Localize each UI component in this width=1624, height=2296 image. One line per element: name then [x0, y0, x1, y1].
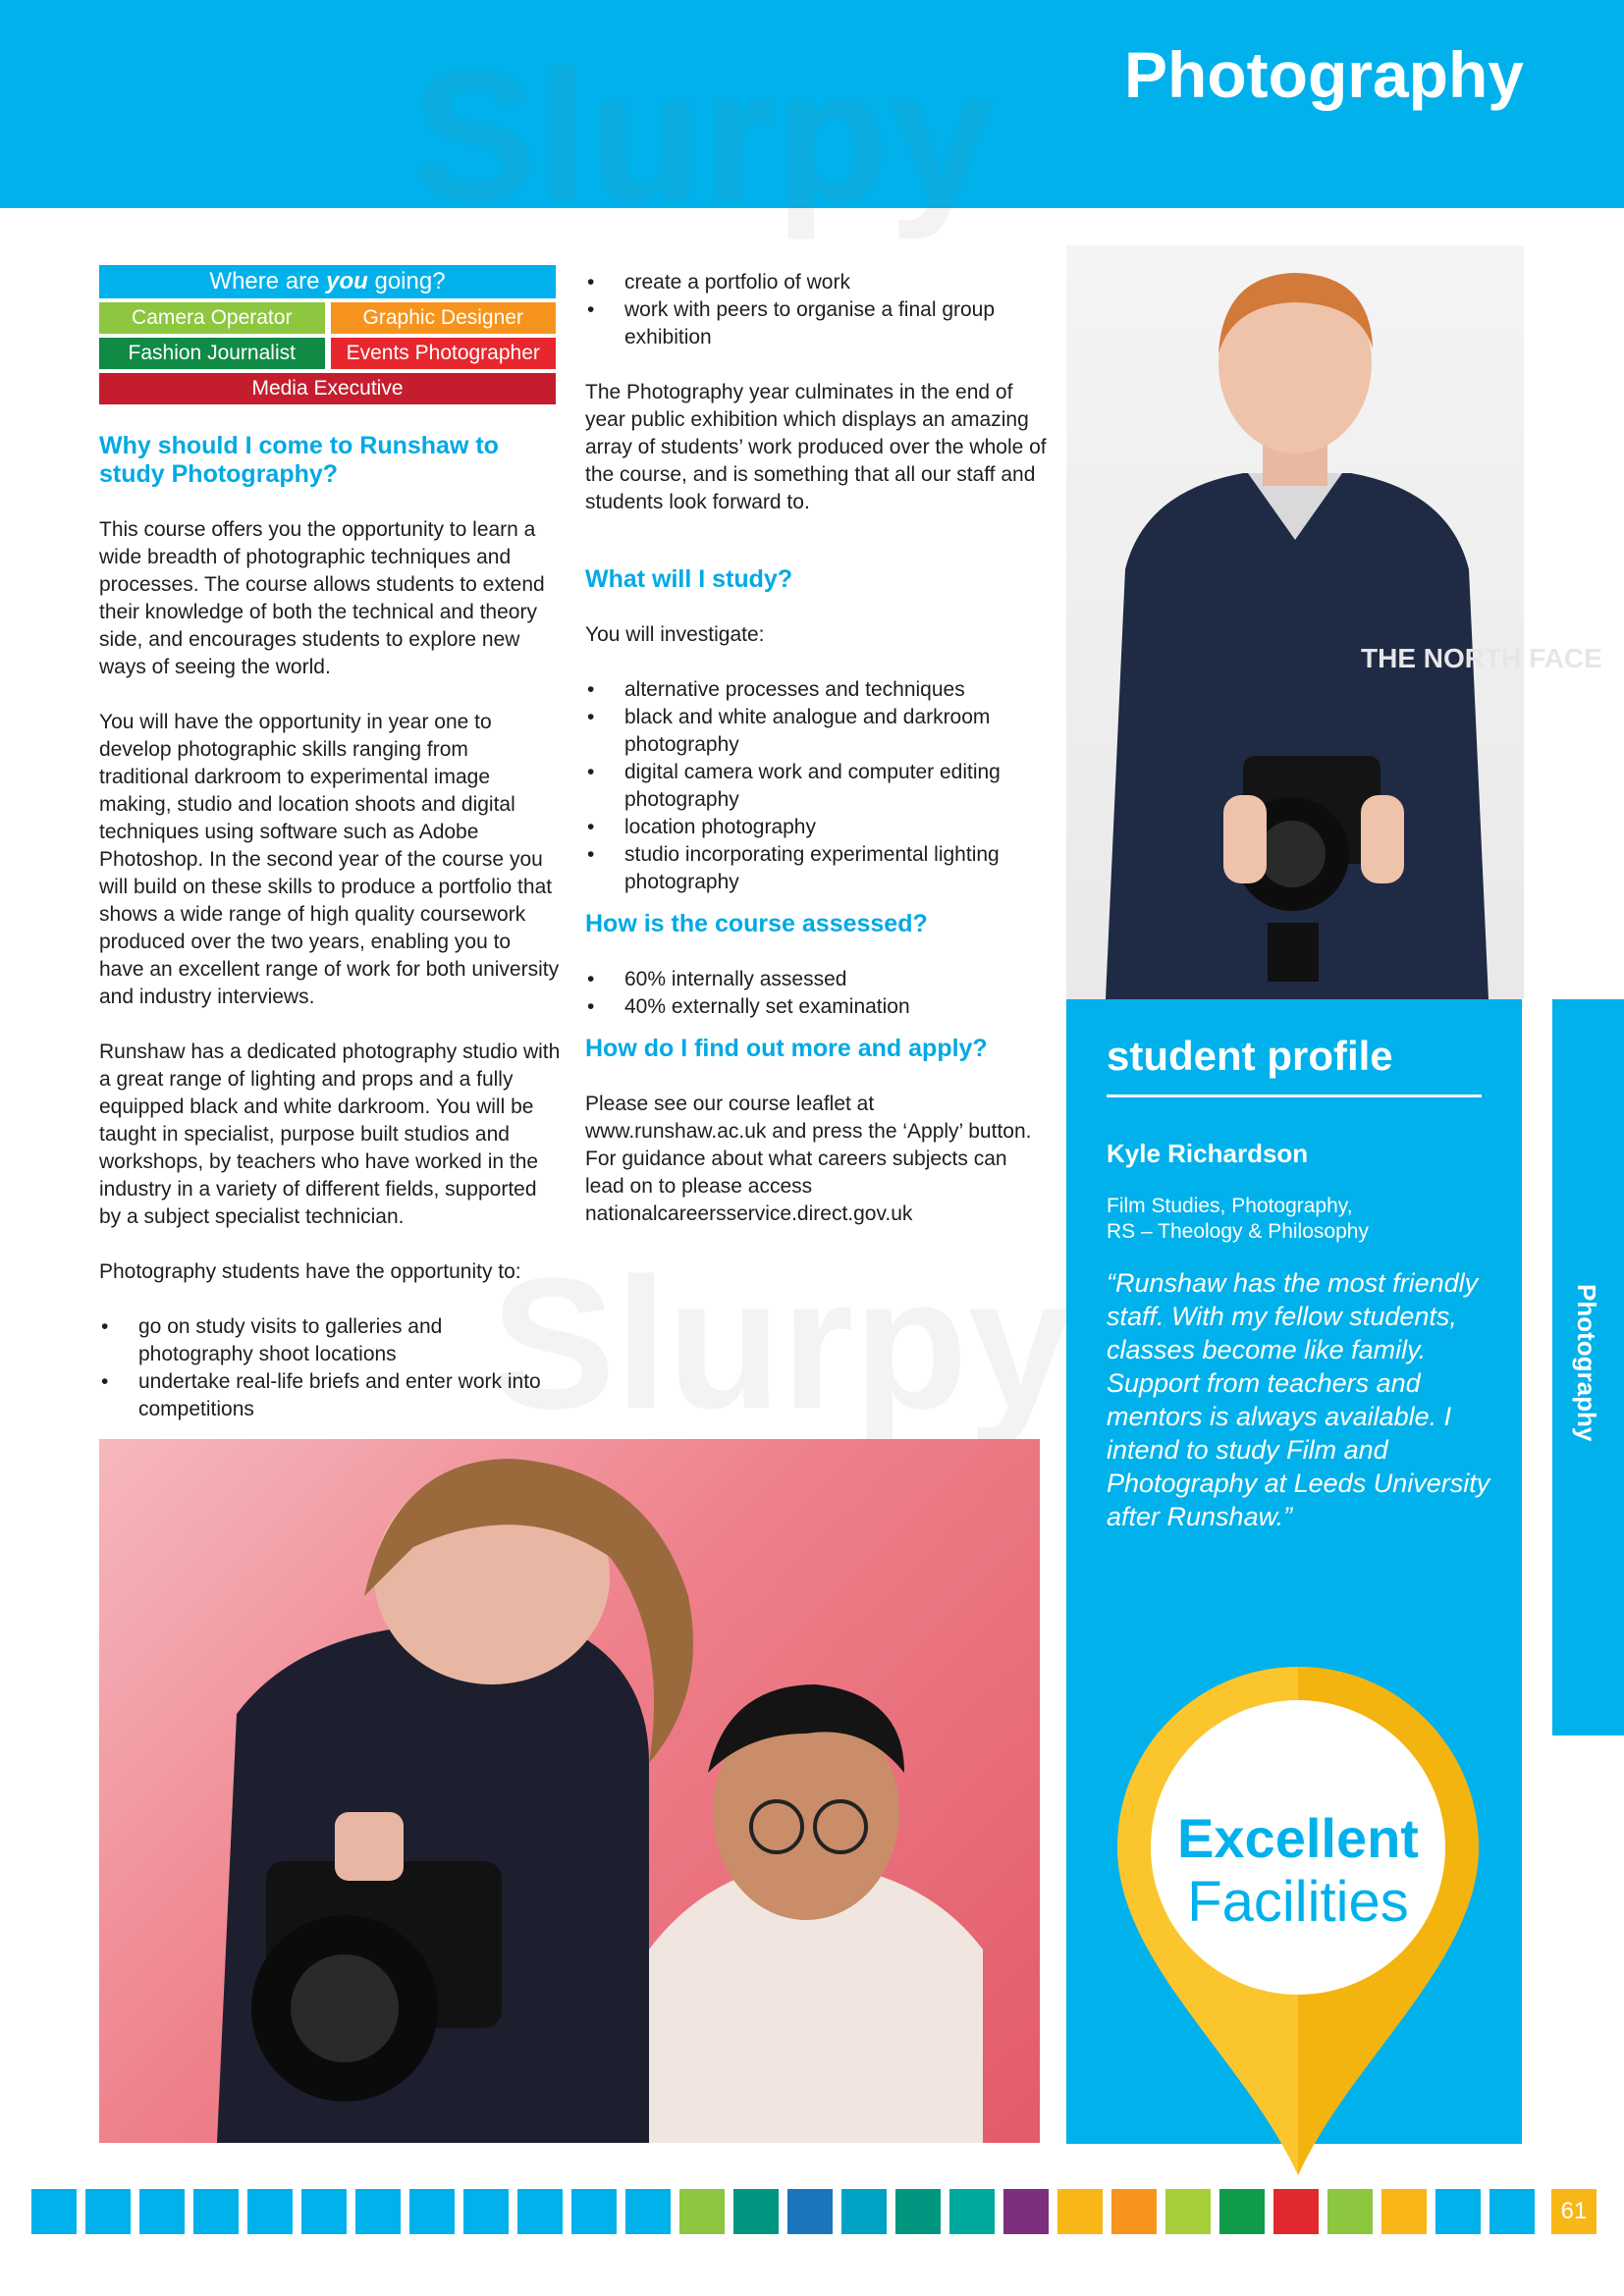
profile-subjects-line-1: Film Studies, Photography, [1107, 1195, 1353, 1217]
page-title: Photography [1124, 38, 1524, 111]
list-item: • digital camera work and computer editing photography [585, 759, 1047, 814]
careers-heading-em: you [326, 268, 368, 294]
career-row [99, 302, 556, 334]
section-side-tab [1552, 999, 1624, 1735]
apply-paragraph: Please see our course leaflet at www.runshaw.ac.uk and press the ‘Apply’ button. For guidance about what careers subjects can lead on to please access nationalcareersservice.direct.gov.uk [585, 1093, 1032, 1225]
footer-square [733, 2189, 779, 2234]
exhibition-paragraph: The Photography year culminates in the end of year public exhibition which displays an amazing array of students’ work produced over the whole of the course, and is something that all our staff and students look forward to. [585, 381, 1047, 513]
footer-square [31, 2189, 77, 2234]
page-number: 61 [1551, 2189, 1597, 2234]
footer-color-squares [31, 2189, 1535, 2234]
study-intro: You will investigate: [585, 623, 765, 646]
badge-line-2: Facilities [1187, 1870, 1409, 1934]
career-fashion-journalist: Fashion Journalist [99, 338, 325, 369]
opportunity-list-continued [585, 269, 1047, 351]
apply-heading: How do I find out more and apply? [585, 1035, 988, 1062]
group-photo-illustration [99, 1439, 1040, 2143]
student-portrait-photo [1066, 245, 1602, 999]
list-item: • work with peers to organise a final group exhibition [585, 296, 1047, 351]
header-banner [0, 0, 1624, 208]
study-heading: What will I study? [585, 565, 793, 593]
career-row [99, 338, 556, 369]
career-events-photographer: Events Photographer [331, 338, 557, 369]
careers-heading-pre: Where are [209, 268, 327, 294]
opportunity-list [99, 1313, 561, 1423]
footer-square [1435, 2189, 1481, 2234]
list-item: • 60% internally assessed [585, 966, 1047, 993]
career-graphic-designer: Graphic Designer [331, 302, 557, 334]
opportunity-paragraph: Photography students have the opportunity to: [99, 1260, 521, 1283]
profile-name: Kyle Richardson [1107, 1139, 1309, 1168]
careers-heading [99, 265, 556, 298]
footer-square [1111, 2189, 1157, 2234]
footer-square [409, 2189, 455, 2234]
footer-square [571, 2189, 617, 2234]
list-item: • create a portfolio of work [585, 269, 1047, 296]
footer-square [193, 2189, 239, 2234]
footer-square [895, 2189, 941, 2234]
career-row [99, 373, 556, 404]
profile-divider [1107, 1095, 1482, 1097]
footer-square [949, 2189, 995, 2234]
list-item: • studio incorporating experimental lighting photography [585, 841, 1047, 896]
left-column [99, 432, 561, 1451]
list-item: • 40% externally set examination [585, 993, 1047, 1021]
footer-square [301, 2189, 347, 2234]
footer-square [1489, 2189, 1535, 2234]
footer-square [517, 2189, 563, 2234]
career-camera-operator: Camera Operator [99, 302, 325, 334]
list-item: • alternative processes and techniques [585, 676, 1047, 704]
footer-square [1327, 2189, 1373, 2234]
list-item: • black and white analogue and darkroom photography [585, 704, 1047, 759]
footer-square [1219, 2189, 1265, 2234]
footer-square [355, 2189, 401, 2234]
intro-paragraph: This course offers you the opportunity to learn a wide breadth of photographic techniques and processes. The course allows students to extend their knowledge of both the technical and theory side, and encourages students to explore new ways of seeing the world. [99, 518, 545, 678]
assess-list [585, 966, 1047, 1021]
footer-square [1057, 2189, 1103, 2234]
footer-square [463, 2189, 509, 2234]
footer-square [787, 2189, 833, 2234]
footer-square [85, 2189, 131, 2234]
careers-heading-post: going? [367, 268, 446, 294]
study-list [585, 676, 1047, 896]
footer-square [1003, 2189, 1049, 2234]
footer-square [679, 2189, 725, 2234]
list-item: • undertake real-life briefs and enter work into competitions [99, 1368, 561, 1423]
list-item: • go on study visits to galleries and photography shoot locations [99, 1313, 561, 1368]
footer-square [1165, 2189, 1211, 2234]
studio-paragraph: Runshaw has a dedicated photography studio with a great range of lighting and props and a fully equipped black and white darkroom. You will be taught in specialist, purpose built studios and workshops, by teachers who have worked in the industry in a variety of different fields, supported by a subject specialist technician. [99, 1041, 561, 1228]
badge-line-1: Excellent [1177, 1807, 1419, 1869]
side-tab-label: Photography [1572, 1284, 1601, 1442]
middle-column [585, 269, 1047, 1255]
watermark-mid: Slurpy [491, 1240, 1072, 1448]
profile-quote: “Runshaw has the most friendly staff. With my fellow students, classes become like family. Support from teachers and mentors is always available. I intend to study Film and Photography at Leeds University after Runshaw.” [1107, 1268, 1490, 1531]
assess-heading: How is the course assessed? [585, 910, 928, 937]
hoodie-logo-text: THE NORTH FACE [1361, 643, 1602, 673]
excellent-facilities-badge [1117, 1667, 1479, 2175]
footer-square [1381, 2189, 1427, 2234]
careers-box [99, 265, 556, 404]
profile-title: student profile [1107, 1033, 1393, 1079]
why-heading: Why should I come to Runshaw to study Photography? [99, 432, 499, 488]
year-one-paragraph: You will have the opportunity in year one to develop photographic skills ranging from traditional darkroom to experimental image making, studio and location shoots and digital techniques using software such as Adobe Photoshop. In the second year of the course you will build on these skills to produce a portfolio that shows a wide range of high quality coursework produced over the two years, enabling you to have an excellent range of work for both university and industry interviews. [99, 711, 560, 1008]
profile-subjects [1107, 1194, 1369, 1245]
footer-square [139, 2189, 185, 2234]
student-portrait-illustration [1066, 245, 1602, 999]
footer-square [247, 2189, 293, 2234]
footer-square [1273, 2189, 1319, 2234]
list-item: • location photography [585, 814, 1047, 841]
students-with-camera-photo [99, 1439, 1040, 2143]
profile-subjects-line-2: RS – Theology & Philosophy [1107, 1220, 1369, 1243]
footer-square [625, 2189, 671, 2234]
footer-square [841, 2189, 887, 2234]
career-media-executive: Media Executive [99, 373, 556, 404]
